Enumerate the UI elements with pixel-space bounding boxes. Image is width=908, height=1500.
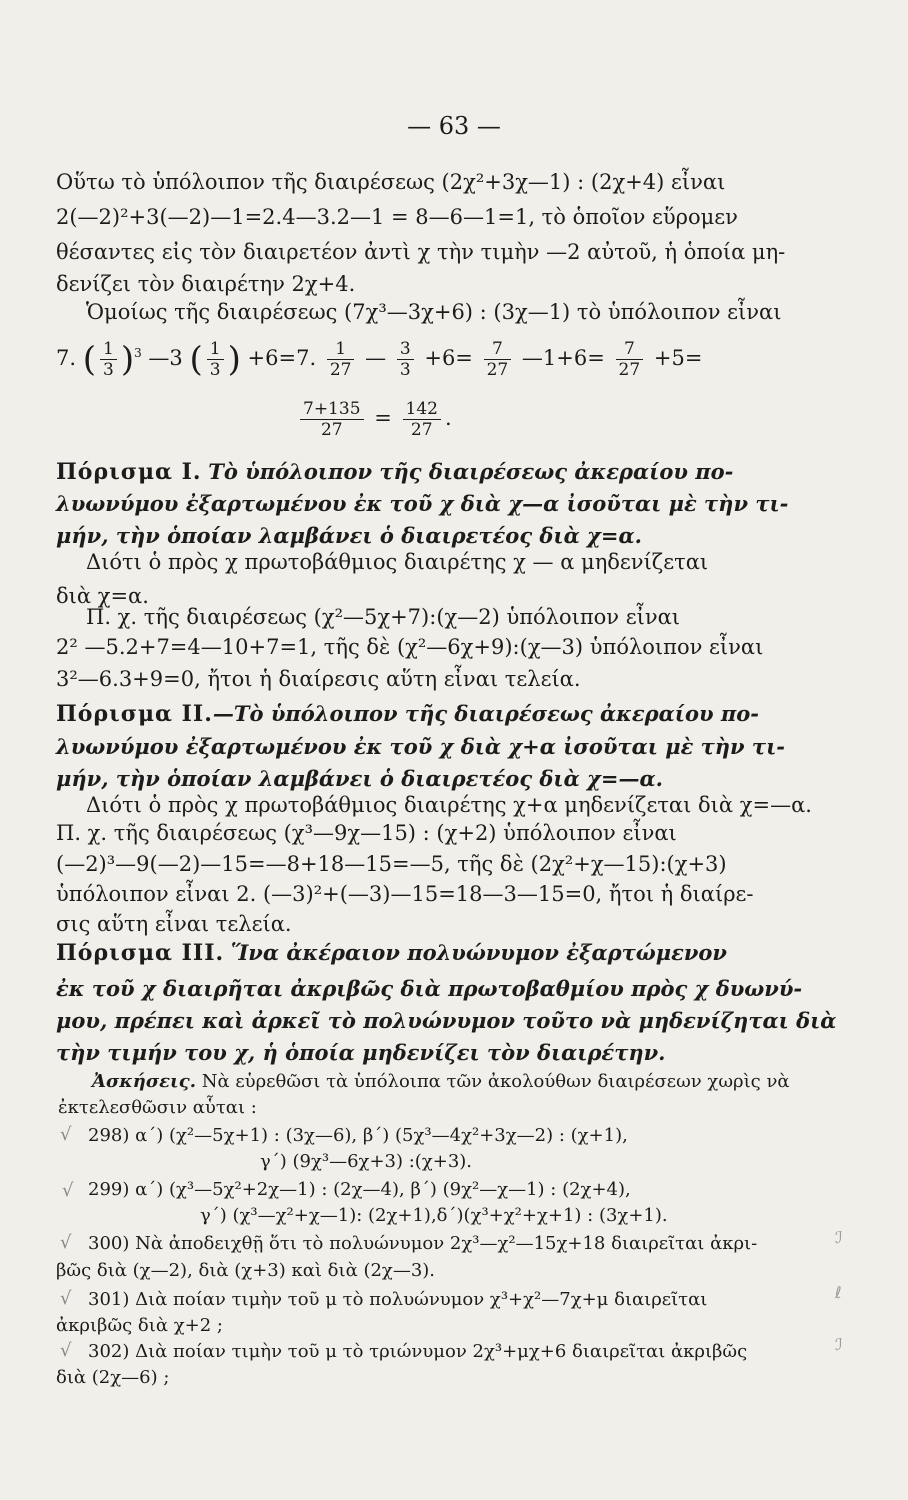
text-line: δενίζει τὸν διαιρέτην 2χ+4. [56,272,356,296]
page-number: — 63 — [407,112,501,140]
check-mark: √ [60,1288,72,1309]
pencil-note: ℓ [835,1283,842,1302]
exercise-line: 302) Διὰ ποίαν τιμὴν τοῦ μ τὸ τριώνυμον 2χ³+μχ+6 διαιρεῖται ἀκριβῶς [88,1341,748,1362]
exercise-line: γ΄) (9χ³—6χ+3) :(χ+3). [260,1151,473,1172]
exercise-line: 299) α΄) (χ³—5χ²+2χ—1) : (2χ—4), β΄) (9χ²—χ—1) : (2χ+4), [88,1179,631,1200]
text-line: σις αὕτη εἶναι τελεία. [56,912,292,936]
pencil-note: ℐ [835,1228,843,1247]
pencil-note: ℐ [835,1335,843,1354]
text-line: τὴν τιμήν του χ, ἡ ὁποία μηδενίζει τὸν διαιρέτην. [56,1040,666,1065]
text-line: Οὕτω τὸ ὑπόλοιπον τῆς διαιρέσεως (2χ²+3χ—1) : (2χ+4) εἶναι [56,170,726,194]
fraction: $\frac{1}{27}$ [327,339,355,380]
check-mark: √ [60,1340,72,1361]
fraction: $\frac{7+135}{27}$ [300,399,364,440]
exercise-line: ἀκριβῶς διὰ χ+2 ; [56,1315,223,1336]
exercise-line: 300) Νὰ ἀποδειχθῇ ὅτι τὸ πολυώνυμον 2χ³—χ²—15χ+18 διαιρεῖται ἀκρι- [88,1233,758,1254]
text-line: ἐκ τοῦ χ διαιρῆται ἀκριβῶς διὰ πρωτοβαθμίου πρὸς χ δυωνύ- [56,976,803,1001]
text-line: 2(—2)²+3(—2)—1=2.4—3.2—1 = 8—6—1=1, τὸ ὁποῖον εὕρομεν [56,205,738,229]
fraction: $\frac{3}{3}$ [397,339,414,380]
corollary-heading: Πόρισμα I. Τὸ ὑπόλοιπον τῆς διαιρέσεως ἀκεραίου πο- [56,459,734,485]
exercises-heading: Ἀσκήσεις. Νὰ εὑρεθῶσι τὰ ὑπόλοιπα τῶν ἀκολούθων διαιρέσεων χωρὶς νὰ [92,1071,790,1092]
text-line: ἐκτελεσθῶσιν αὗται : [58,1097,257,1118]
text-line: Διότι ὁ πρὸς χ πρωτοβάθμιος διαιρέτης χ+α μηδενίζεται διὰ χ=—α. [86,793,812,817]
text-line: μήν, τὴν ὁποίαν λαμβάνει ὁ διαιρετέος διὰ χ=—α. [56,766,663,791]
exercise-line: 298) α΄) (χ²—5χ+1) : (3χ—6), β΄) (5χ³—4χ²+3χ—2) : (χ+1), [88,1125,628,1146]
text-line: ὑπόλοιπον εἶναι 2. (—3)²+(—3)—15=18—3—15=0, ἤτοι ἡ διαίρε- [56,882,754,906]
exercise-line: γ΄) (χ³—χ²+χ—1): (2χ+1),δ΄)(χ³+χ²+χ+1) : (3χ+1). [200,1205,668,1226]
exercise-line: βῶς διὰ (χ—2), διὰ (χ+3) καὶ διὰ (2χ—3). [56,1260,436,1281]
fraction: $\frac{1}{3}$ [100,339,117,380]
formula-line: $\frac{7+135}{27}$ = $\frac{142}{27}$ . [296,395,596,441]
text-line: μήν, τὴν ὁποίαν λαμβάνει ὁ διαιρετέος διὰ χ=α. [56,523,642,548]
fraction: $\frac{1}{3}$ [207,339,224,380]
exercise-line: 301) Διὰ ποίαν τιμὴν τοῦ μ τὸ πολυώνυμον χ³+χ²—7χ+μ διαιρεῖται [88,1289,708,1310]
corollary-heading: Πόρισμα II.—Τὸ ὑπόλοιπον τῆς διαιρέσεως ἀκεραίου πο- [56,701,759,727]
fraction: $\frac{7}{27}$ [484,339,512,380]
text-line: Π. χ. τῆς διαιρέσεως (χ³—9χ—15) : (χ+2) ὑπόλοιπον εἶναι [56,821,677,845]
check-mark: √ [60,1232,72,1253]
text-line: (—2)³—9(—2)—15=—8+18—15=—5, τῆς δὲ (2χ²+χ—15):(χ+3) [56,852,727,876]
exercise-line: διὰ (2χ—6) ; [56,1367,170,1388]
fraction: $\frac{142}{27}$ [403,399,441,440]
check-mark: √ [60,1124,72,1145]
text-line: θέσαντες εἰς τὸν διαιρετέον ἀντὶ χ τὴν τιμὴν —2 αὐτοῦ, ἡ ὁποία μη- [56,240,786,264]
text-line: 3²—6.3+9=0, ἤτοι ἡ διαίρεσις αὕτη εἶναι τελεία. [56,667,581,691]
text-line: 2² —5.2+7=4—10+7=1, τῆς δὲ (χ²—6χ+9):(χ—3) ὑπόλοιπον εἶναι [56,635,764,659]
text-line: διὰ χ=α. [56,584,149,608]
corollary-heading: Πόρισμα III. Ἵνα ἀκέραιον πολυώνυμον ἐξαρτώμενον [56,940,728,966]
formula-line: 7. ( $\frac{1}{3}$ )$^3$ —3 ( $\frac{1}{3}$ ) +6=7. $\frac{1}{27}$ — $\frac{3}{3}$ +6= $\frac{7}{27}$ —1+6= $\frac{7}{27}$ +5= [56,339,703,380]
text-line: μου, πρέπει καὶ ἀρκεῖ τὸ πολυώνυμον τοῦτο νὰ μηδενίζηται διὰ [56,1008,837,1033]
text-line: Π. χ. τῆς διαιρέσεως (χ²—5χ+7):(χ—2) ὑπόλοιπον εἶναι [86,605,681,629]
text-line: λυωνύμου ἐξαρτωμένου ἐκ τοῦ χ διὰ χ—α ἰσοῦται μὲ τὴν τι- [56,491,789,516]
text-line: Ὁμοίως τῆς διαιρέσεως (7χ³—3χ+6) : (3χ—1) τὸ ὑπόλοιπον εἶναι [86,300,782,324]
text-line: Διότι ὁ πρὸς χ πρωτοβάθμιος διαιρέτης χ — α μηδενίζεται [86,550,709,574]
check-mark: √ [62,1180,74,1201]
fraction: $\frac{7}{27}$ [616,339,644,380]
text-line: λυωνύμου ἐξαρτωμένου ἐκ τοῦ χ διὰ χ+α ἰσοῦται μὲ τὴν τι- [56,734,785,759]
